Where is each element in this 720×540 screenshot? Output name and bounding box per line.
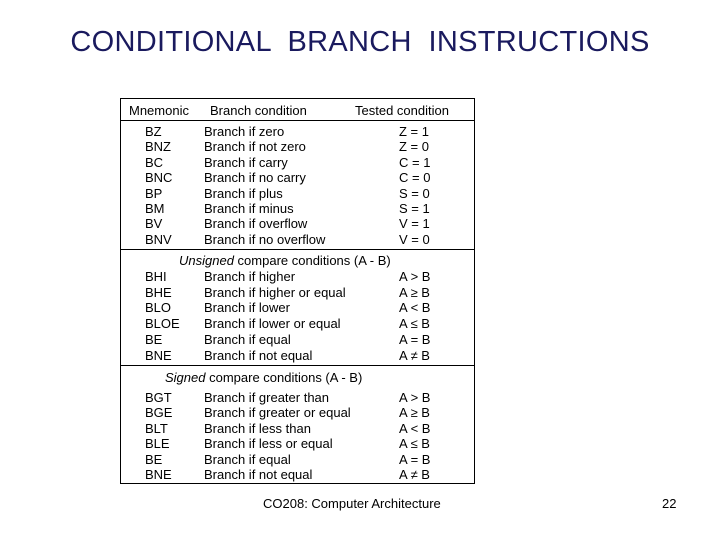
slide-title: CONDITIONAL BRANCH INSTRUCTIONS xyxy=(70,26,650,58)
table-row xyxy=(121,348,474,364)
signed-heading-word: Signed xyxy=(165,370,206,385)
table-row xyxy=(121,390,474,406)
mnemonic-cell: BP xyxy=(145,185,163,201)
mnemonic-cell: BM xyxy=(145,201,165,216)
unsigned-heading xyxy=(179,253,391,268)
condition-cell: A < B xyxy=(399,300,431,316)
condition-cell: A ≠ B xyxy=(399,347,430,363)
mnemonic-cell: BLO xyxy=(145,300,172,316)
condition-cell: A ≠ B xyxy=(399,467,430,482)
description-cell: Branch if plus xyxy=(204,185,283,201)
flags-section xyxy=(121,121,474,250)
table-row xyxy=(121,316,474,332)
mnemonic-cell: BGT xyxy=(145,390,172,405)
description-cell: Branch if less than xyxy=(204,420,311,436)
header-tested-condition: Tested condition xyxy=(355,103,449,118)
table-row xyxy=(121,201,474,217)
description-cell: Branch if lower or equal xyxy=(204,316,341,332)
mnemonic-cell: BNZ xyxy=(145,139,171,155)
mnemonic-cell: BLE xyxy=(145,436,170,452)
description-cell: Branch if equal xyxy=(204,451,291,467)
mnemonic-cell: BHI xyxy=(145,269,167,284)
unsigned-heading-word: Unsigned xyxy=(179,253,234,268)
condition-cell: S = 0 xyxy=(399,185,430,201)
description-cell: Branch if not equal xyxy=(204,467,313,482)
condition-cell: Z = 0 xyxy=(399,139,429,155)
condition-cell: A ≤ B xyxy=(399,436,430,452)
mnemonic-cell: BLOE xyxy=(145,316,180,332)
table-row xyxy=(121,300,474,316)
mnemonic-cell: BGE xyxy=(145,405,173,421)
condition-cell: A > B xyxy=(399,390,431,405)
header-branch-condition: Branch condition xyxy=(210,103,307,118)
mnemonic-cell: BZ xyxy=(145,124,162,139)
description-cell: Branch if not zero xyxy=(204,139,306,155)
table-row xyxy=(121,216,474,232)
signed-heading xyxy=(165,370,362,385)
condition-cell: A ≤ B xyxy=(399,316,430,332)
mnemonic-cell: BLT xyxy=(145,420,168,436)
description-cell: Branch if less or equal xyxy=(204,436,333,452)
mnemonic-cell: BE xyxy=(145,331,163,347)
condition-cell: C = 1 xyxy=(399,154,431,170)
table-row xyxy=(121,452,474,468)
table-row xyxy=(121,139,474,155)
branch-instructions-table xyxy=(120,98,475,484)
condition-cell: A = B xyxy=(399,451,431,467)
description-cell: Branch if overflow xyxy=(204,216,308,232)
description-cell: Branch if zero xyxy=(204,124,285,139)
description-cell: Branch if carry xyxy=(204,154,288,170)
table-row xyxy=(121,467,474,483)
table-row xyxy=(121,285,474,301)
table-row xyxy=(121,155,474,171)
description-cell: Branch if higher xyxy=(204,269,296,284)
description-cell: Branch if greater or equal xyxy=(204,405,351,421)
condition-cell: C = 0 xyxy=(399,170,431,186)
table-row xyxy=(121,170,474,186)
condition-cell: S = 1 xyxy=(399,201,430,216)
unsigned-heading-rest: compare conditions (A - B) xyxy=(233,253,391,268)
condition-cell: V = 0 xyxy=(399,231,430,247)
mnemonic-cell: BNC xyxy=(145,170,173,186)
description-cell: Branch if higher or equal xyxy=(204,284,346,300)
mnemonic-cell: BV xyxy=(145,216,163,232)
mnemonic-cell: BNV xyxy=(145,231,172,247)
description-cell: Branch if no overflow xyxy=(204,231,326,247)
condition-cell: A < B xyxy=(399,420,431,436)
mnemonic-cell: BHE xyxy=(145,284,172,300)
table-row xyxy=(121,124,474,140)
table-row xyxy=(121,405,474,421)
condition-cell: A > B xyxy=(399,269,431,284)
mnemonic-cell: BE xyxy=(145,451,163,467)
signed-section xyxy=(121,365,474,483)
description-cell: Branch if no carry xyxy=(204,170,306,186)
table-row xyxy=(121,232,474,248)
description-cell: Branch if equal xyxy=(204,331,291,347)
table-row xyxy=(121,269,474,285)
mnemonic-cell: BNE xyxy=(145,347,172,363)
condition-cell: A ≥ B xyxy=(399,405,430,421)
mnemonic-cell: BNE xyxy=(145,467,172,482)
description-cell: Branch if lower xyxy=(204,300,290,316)
condition-cell: Z = 1 xyxy=(399,124,429,139)
mnemonic-cell: BC xyxy=(145,154,164,170)
page-number: 22 xyxy=(662,496,677,511)
footer-course: CO208: Computer Architecture xyxy=(263,496,441,511)
signed-heading-rest: compare conditions (A - B) xyxy=(205,370,363,385)
table-row xyxy=(121,421,474,437)
condition-cell: V = 1 xyxy=(399,216,430,232)
table-row xyxy=(121,186,474,202)
header-mnemonic: Mnemonic xyxy=(129,103,189,118)
description-cell: Branch if not equal xyxy=(204,347,313,363)
table-row xyxy=(121,332,474,348)
table-row xyxy=(121,436,474,452)
description-cell: Branch if minus xyxy=(204,201,294,216)
description-cell: Branch if greater than xyxy=(204,390,330,405)
unsigned-section xyxy=(121,249,474,366)
condition-cell: A = B xyxy=(399,331,431,347)
condition-cell: A ≥ B xyxy=(399,284,430,300)
table-header xyxy=(121,99,474,121)
